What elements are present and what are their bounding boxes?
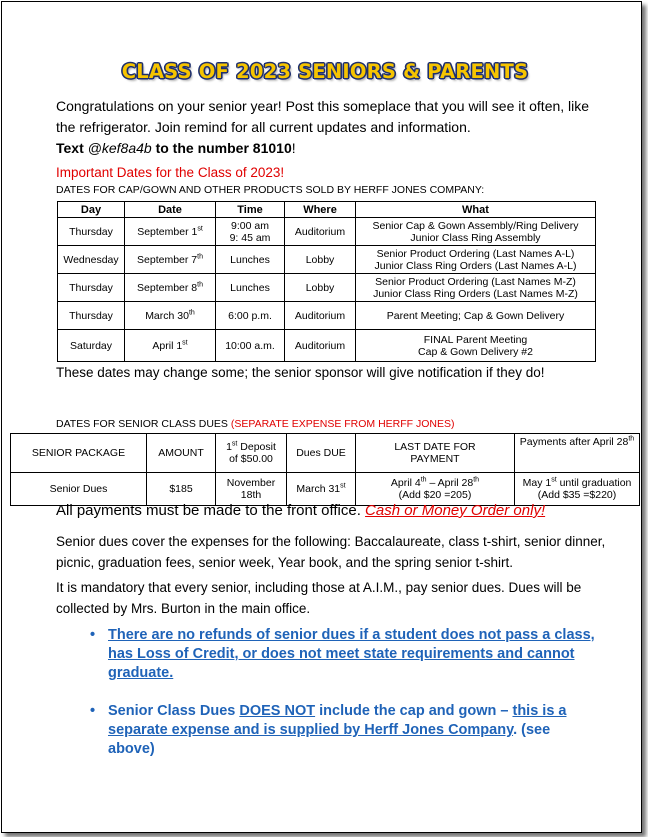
payments-note: All payments must be made to the front office. Cash or Money Order only! [56, 502, 546, 519]
remind-code: @kef8a4b [87, 140, 152, 156]
remind-prefix: Text [56, 140, 88, 156]
header-senior-package: SENIOR PACKAGE [11, 434, 147, 473]
dues-caption-separate: (SEPARATE EXPENSE FROM HERFF JONES) [230, 418, 455, 430]
cell-deposit: November 18th [216, 473, 287, 506]
cap-gown-dates-table [57, 201, 596, 362]
cell-due: March 31st [287, 473, 356, 506]
remind-end: ! [291, 140, 296, 156]
page-title: CLASS OF 2023 SENIORS & PARENTS [121, 60, 529, 83]
bullet-icon: • [90, 627, 96, 643]
header-last-date: LAST DATE FOR PAYMENT [356, 434, 515, 473]
remind-number: to the number 81010 [151, 140, 292, 156]
table-row [58, 218, 596, 246]
cell-payments-after: May 1st until graduation (Add $35 =$220) [515, 473, 640, 506]
table-row [11, 473, 640, 506]
cell-date: September 7th [125, 246, 216, 274]
cell-amount: $185 [147, 473, 216, 506]
cell-where: Auditorium [285, 302, 356, 330]
cell-date: March 30th [125, 302, 216, 330]
document-page [1, 1, 642, 833]
header-time: Time [216, 202, 285, 218]
cell-what: Parent Meeting; Cap & Gown Delivery [356, 302, 596, 330]
table-header-row [11, 434, 640, 473]
mandatory-paragraph: It is mandatory that every senior, including those at A.I.M., pay senior dues. Dues will be collected by Mrs. Burton in the main office. [56, 580, 582, 616]
cell-day: Thursday [58, 302, 125, 330]
cell-where: Auditorium [285, 330, 356, 362]
remind-text-line [56, 138, 606, 159]
cell-time: 10:00 a.m. [216, 330, 285, 362]
dates-change-note: These dates may change some; the senior sponsor will give notification if they do! [56, 365, 545, 380]
header-where: Where [285, 202, 356, 218]
list-item [90, 702, 600, 759]
bullet-icon: • [90, 703, 96, 719]
cell-what: Senior Product Ordering (Last Names M-Z) Junior Class Ring Orders (Last Names M-Z) [356, 274, 596, 302]
cell-what: Senior Cap & Gown Assembly/Ring Delivery Junior Class Ring Assembly [356, 218, 596, 246]
header-dues-due: Dues DUE [287, 434, 356, 473]
intro-paragraph: Congratulations on your senior year! Post this someplace that you will see it often, like the refrigerator. Join remind for all current updates and information. [56, 98, 590, 135]
cell-last-date: April 4th – April 28th (Add $20 =205) [356, 473, 515, 506]
cell-where: Lobby [285, 246, 356, 274]
cell-day: Thursday [58, 218, 125, 246]
header-first-deposit: 1st Deposit of $50.00 [216, 434, 287, 473]
cap-gown-caption: DATES FOR CAP/GOWN AND OTHER PRODUCTS SOLD BY HERFF JONES COMPANY: [56, 184, 485, 196]
table-row [58, 246, 596, 274]
cell-time: 9:00 am 9: 45 am [216, 218, 285, 246]
cell-date: September 8th [125, 274, 216, 302]
cell-what: FINAL Parent Meeting Cap & Gown Delivery #2 [356, 330, 596, 362]
header-date: Date [125, 202, 216, 218]
dues-caption: DATES FOR SENIOR CLASS DUES (SEPARATE EXPENSE FROM HERFF JONES) [56, 418, 455, 430]
cell-day: Thursday [58, 274, 125, 302]
cell-where: Auditorium [285, 218, 356, 246]
table-row [58, 274, 596, 302]
header-what: What [356, 202, 596, 218]
cell-day: Wednesday [58, 246, 125, 274]
cell-what: Senior Product Ordering (Last Names A-L) Junior Class Ring Orders (Last Names A-L) [356, 246, 596, 274]
header-amount: AMOUNT [147, 434, 216, 473]
table-row [58, 330, 596, 362]
header-payments-after: Payments after April 28th [515, 434, 640, 473]
cell-date: September 1st [125, 218, 216, 246]
cash-money-order-note: Cash or Money Order only! [365, 502, 546, 519]
cell-where: Lobby [285, 274, 356, 302]
cell-time: Lunches [216, 274, 285, 302]
table-row [58, 302, 596, 330]
list-item [90, 626, 600, 683]
cell-day: Saturday [58, 330, 125, 362]
cap-gown-not-included-notice: Senior Class Dues DOES NOT include the cap and gown – this is a separate expense and is supplied by Herff Jones Company. (see above) [108, 703, 567, 757]
important-dates-heading: Important Dates for the Class of 2023! [56, 165, 285, 180]
table-header-row [58, 202, 596, 218]
cell-package: Senior Dues [11, 473, 147, 506]
senior-dues-table [10, 433, 640, 506]
dues-cover-paragraph: Senior dues cover the expenses for the following: Baccalaureate, class t-shirt, senior dinner, picnic, graduation fees, senior week, Year book, and the spring senior t-shirt. [56, 534, 606, 570]
cell-time: 6:00 p.m. [216, 302, 285, 330]
cell-date: April 1st [125, 330, 216, 362]
cell-time: Lunches [216, 246, 285, 274]
header-day: Day [58, 202, 125, 218]
no-refunds-notice: There are no refunds of senior dues if a student does not pass a class, has Loss of Credit, or does not meet state requirements and cannot graduate. [108, 627, 595, 681]
dues-bullet-list [90, 626, 600, 759]
